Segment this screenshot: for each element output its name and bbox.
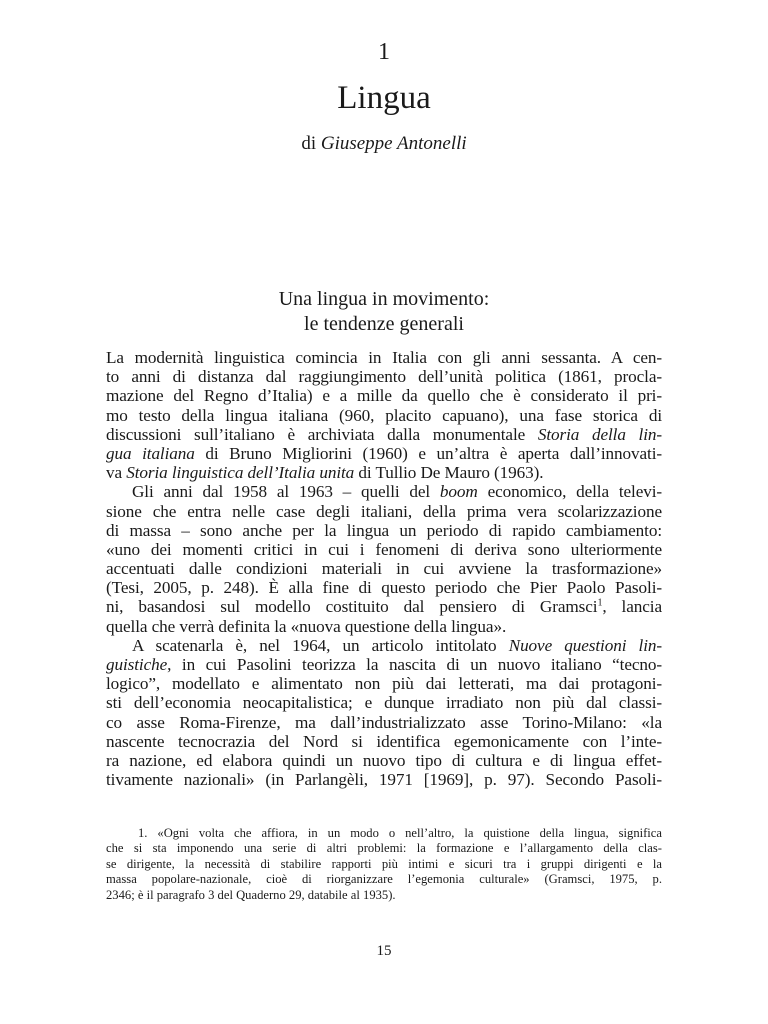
text-run: Gli anni dal 1958 al 1963 – quelli del	[132, 482, 431, 502]
text-run: ni, basandosi sul modello costituito dal pensiero di Gramsci	[106, 597, 598, 617]
italic-title: gua italiana	[106, 443, 195, 463]
body-line: di massa – sono anche per la lingua un periodo di rapido cambiamento:	[106, 520, 662, 540]
footnote-line: se dirigente, la necessità di stabilire rapporti più intimi e sicuri tra i gruppi dirigenti e la	[106, 856, 662, 871]
italic-title: Storia della lin-	[537, 424, 662, 444]
body-line: sti dell’economia neocapitalistica; e dunque irradiato non più dal classi-	[106, 693, 662, 713]
text-run: economico, della televi-	[487, 482, 663, 502]
chapter-byline	[0, 132, 768, 156]
body-text	[106, 348, 662, 789]
section-heading-line-2: le tendenze generali	[304, 313, 464, 335]
section-heading-line-1: Una lingua in movimento:	[278, 288, 490, 310]
body-line: La modernità linguistica comincia in Italia con gli anni sessanta. A cen-	[106, 348, 662, 367]
body-line	[106, 444, 662, 463]
body-line: nascente tecnocrazia del Nord si identifica egemonicamente con l’inte-	[106, 731, 662, 751]
body-line	[106, 463, 662, 482]
body-line: logico”, modellato e alimentato non più dai letterati, ma dai protagoni-	[106, 674, 662, 694]
italic-title: Storia linguistica dell’Italia unita	[126, 463, 355, 483]
body-line: co asse Roma-Firenze, ma dall’industrializzato asse Torino-Milano: «la	[106, 712, 662, 732]
text-run: di Bruno Migliorini (1960) e un’altra è aperta dall’innovati-	[205, 443, 662, 463]
section-heading	[0, 287, 768, 337]
author-name: Giuseppe Antonelli	[320, 133, 467, 154]
body-line	[106, 597, 662, 616]
footnote-line: che si sta imponendo una serie di altri problemi: la formazione e l’allargamento della clas-	[106, 841, 662, 856]
body-line	[106, 655, 662, 674]
text-run: , in cui Pasolini teorizza la nascita di un nuovo italiano “tecno-	[167, 655, 662, 674]
body-line: «uno dei momenti critici in cui i fenomeni di deriva sono ulteriormente	[106, 539, 662, 559]
italic-term: boom	[439, 482, 478, 502]
body-line: to anni di distanza dal raggiungimento dell’unità politica (1861, procla-	[106, 367, 662, 387]
body-line: mo testo della lingua italiana (960, placito capuano), una fase storica di	[106, 405, 662, 425]
italic-title: guistiche	[106, 655, 168, 674]
body-line: accentuati dalle condizioni materiali in cui avviene la trasformazione»	[106, 559, 662, 579]
body-line: ra nazione, ed elabora quindi un nuovo tipo di cultura e di lingua effet-	[106, 750, 662, 770]
body-line	[106, 425, 662, 444]
text-run: A scatenarla è, nel 1964, un articolo intitolato	[132, 635, 497, 655]
text-run: va	[106, 463, 123, 483]
body-line	[106, 482, 662, 501]
chapter-number: 1	[378, 39, 390, 65]
body-line: sione che entra nelle case degli italiani, della prima vera scolarizzazione	[106, 501, 662, 521]
byline-prefix: di	[301, 133, 317, 154]
body-line	[106, 636, 662, 655]
text-run: di Tullio De Mauro (1963).	[358, 463, 544, 483]
chapter-title: Lingua	[337, 80, 431, 116]
footnote-line: 1. «Ogni volta che affiora, in un modo o nell’altro, la quistione della lingua, significa	[138, 826, 662, 840]
page-number: 15	[376, 943, 392, 959]
footnote-block	[106, 826, 662, 903]
italic-title: Nuove questioni lin-	[508, 635, 663, 655]
body-line: tivamente nazionali» (in Parlangèli, 1971 [1969], p. 97). Secondo Pasoli-	[106, 770, 662, 790]
text-run: discussioni sull’italiano è archiviata dalla monumentale	[106, 424, 526, 444]
footnote-line: massa popolare-nazionale, cioè di riorganizzare l’egemonia culturale» (Gramsci, 1975, p.	[106, 872, 662, 887]
footnote-line: 2346; è il paragrafo 3 del Quaderno 29, databile al 1935).	[106, 887, 396, 902]
body-line: (Tesi, 2005, p. 248). È alla fine di questo periodo che Pier Paolo Pasoli-	[106, 578, 662, 598]
footnote-reference[interactable]: 1	[597, 597, 603, 609]
body-line: mazione del Regno d’Italia) e a mille da quello che è considerato il pri-	[106, 386, 662, 406]
text-run: , lancia	[602, 597, 662, 617]
body-line: quella che verrà definita la «nuova questione della lingua».	[106, 616, 507, 636]
